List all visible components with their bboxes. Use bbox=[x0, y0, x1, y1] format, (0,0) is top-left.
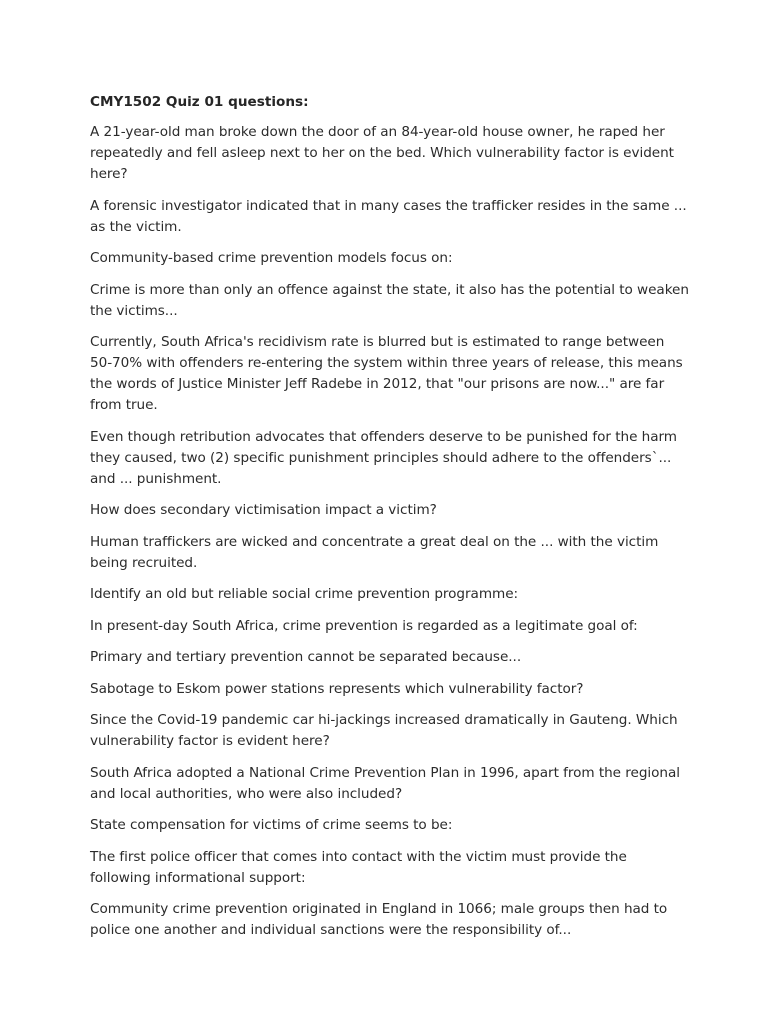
question-item: How does secondary victimisation impact a victim? bbox=[90, 502, 437, 518]
question-item: Community-based crime prevention models focus on: bbox=[90, 250, 453, 266]
question-item: Since the Covid-19 pandemic car hi-jackings increased dramatically in Gauteng. Which vulnerability factor is evident here? bbox=[90, 712, 678, 749]
question-item: Identify an old but reliable social crime prevention programme: bbox=[90, 586, 519, 602]
question-list bbox=[90, 122, 690, 941]
question-item: Even though retribution advocates that offenders deserve to be punished for the harm they caused, two (2) specific punishment principles should adhere to the offenders`... and ... punishment. bbox=[90, 428, 677, 487]
question-item: Primary and tertiary prevention cannot be separated because... bbox=[90, 649, 522, 665]
document-title: CMY1502 Quiz 01 questions: bbox=[90, 94, 309, 110]
document-body bbox=[90, 92, 690, 952]
question-item: Crime is more than only an offence against the state, it also has the potential to weaken the victims... bbox=[90, 281, 689, 319]
question-item: A 21-year-old man broke down the door of an 84-year-old house owner, he raped her repeatedly and fell asleep next to her on the bed. Which vulnerability factor is evident here? bbox=[90, 124, 674, 182]
question-item: In present-day South Africa, crime prevention is regarded as a legitimate goal of: bbox=[90, 617, 638, 634]
question-item: South Africa adopted a National Crime Prevention Plan in 1996, apart from the regional and local authorities, who were also included? bbox=[90, 764, 680, 802]
question-item: State compensation for victims of crime seems to be: bbox=[90, 817, 453, 833]
question-item: Sabotage to Eskom power stations represents which vulnerability factor? bbox=[90, 680, 584, 697]
question-item: A forensic investigator indicated that in many cases the trafficker resides in the same ... as the victim. bbox=[90, 197, 687, 235]
question-item: Currently, South Africa's recidivism rate is blurred but is estimated to range between 50-70% with offenders re-entering the system within three years of release, this means the words of Justice Minister Jeff Radebe in 2012, that "our prisons are now..." are far from true. bbox=[90, 334, 683, 413]
question-item: Community crime prevention originated in England in 1066; male groups then had to police one another and individual sanctions were the responsibility of... bbox=[90, 901, 668, 938]
question-item: The first police officer that comes into contact with the victim must provide the following informational support: bbox=[90, 848, 627, 886]
question-item: Human traffickers are wicked and concentrate a great deal on the ... with the victim being recruited. bbox=[90, 533, 659, 571]
